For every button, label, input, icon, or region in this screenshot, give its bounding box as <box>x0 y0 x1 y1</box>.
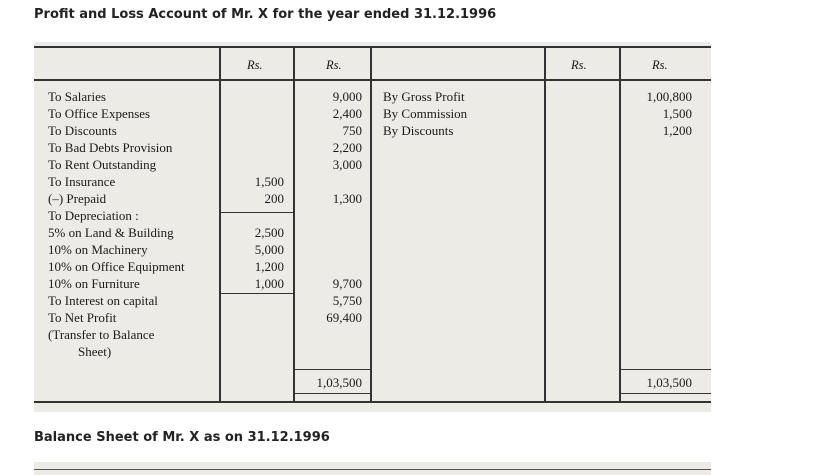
pl-account-title: Profit and Loss Account of Mr. X for the year ended 31.12.1996 <box>34 7 497 22</box>
debit-particular: Sheet) <box>78 344 112 359</box>
header-rs: Rs. <box>652 58 668 72</box>
debit-amount: 5,750 <box>332 293 362 308</box>
debit-particular: To Office Expenses <box>48 106 151 121</box>
debit-particular: To Interest on capital <box>48 293 158 308</box>
col-rule <box>370 46 372 401</box>
credit-amount: 1,200 <box>662 123 692 138</box>
col-rule <box>544 46 546 401</box>
header-rs: Rs. <box>326 58 342 72</box>
debit-particular: 10% on Machinery <box>48 242 148 257</box>
debit-amount-sub: 1,200 <box>254 259 284 274</box>
debit-amount-sub: 2,500 <box>254 225 284 240</box>
balance-sheet-title: Balance Sheet of Mr. X as on 31.12.1996 <box>34 430 330 445</box>
debit-amount-sub: 1,500 <box>254 174 284 189</box>
debit-particular: To Depreciation : <box>48 208 139 223</box>
debit-amount: 1,300 <box>332 191 362 206</box>
debit-total: 1,03,500 <box>316 375 362 390</box>
debit-amount: 750 <box>342 123 362 138</box>
debit-particular: To Insurance <box>48 174 116 189</box>
total-rule <box>294 369 371 370</box>
total-rule <box>294 393 371 394</box>
debit-amount: 9,000 <box>332 89 362 104</box>
credit-amount: 1,00,800 <box>646 89 692 104</box>
credit-total: 1,03,500 <box>646 375 692 390</box>
debit-amount-sub: 200 <box>264 191 284 206</box>
subtotal-rule <box>219 212 294 213</box>
debit-particular: (Transfer to Balance <box>48 327 155 342</box>
credit-particular: By Discounts <box>383 123 454 138</box>
debit-particular: 10% on Office Equipment <box>48 259 185 274</box>
header-rule <box>34 79 711 81</box>
debit-particular: To Net Profit <box>48 310 117 325</box>
debit-particular: To Bad Debts Provision <box>48 140 173 155</box>
total-rule <box>620 393 711 394</box>
debit-particular: 10% on Furniture <box>48 276 140 291</box>
subtotal-rule <box>219 293 294 294</box>
total-rule <box>620 369 711 370</box>
header-rs: Rs. <box>247 58 263 72</box>
debit-amount: 69,400 <box>326 310 362 325</box>
credit-amount: 1,500 <box>662 106 692 121</box>
debit-particular: To Rent Outstanding <box>48 157 157 172</box>
table-top-rule <box>34 469 711 470</box>
debit-amount: 3,000 <box>332 157 362 172</box>
debit-amount-sub: 5,000 <box>254 242 284 257</box>
table-top-rule <box>34 46 711 48</box>
debit-amount-sub: 1,000 <box>254 276 284 291</box>
credit-particular: By Commission <box>383 106 468 121</box>
bottom-rule <box>34 401 711 403</box>
debit-particular: 5% on Land & Building <box>48 225 174 240</box>
debit-particular: (–) Prepaid <box>48 191 107 206</box>
balance-sheet-table-top <box>34 462 711 475</box>
header-rs: Rs. <box>571 58 587 72</box>
debit-amount: 9,700 <box>332 276 362 291</box>
debit-particular: To Discounts <box>48 123 117 138</box>
debit-amount: 2,400 <box>332 106 362 121</box>
credit-particular: By Gross Profit <box>383 89 465 104</box>
debit-particular: To Salaries <box>48 89 106 104</box>
pl-account-table <box>34 42 711 412</box>
debit-amount: 2,200 <box>332 140 362 155</box>
